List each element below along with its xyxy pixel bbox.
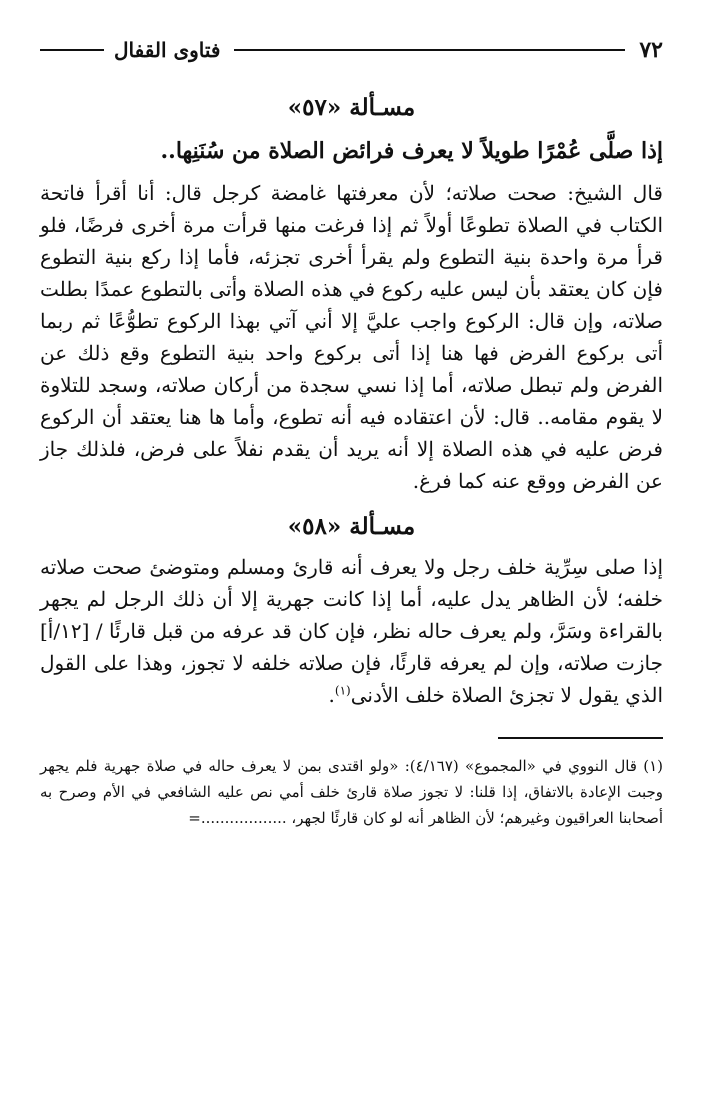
footnote-separator <box>40 711 663 739</box>
footnote-marker[interactable]: (١) <box>334 683 351 698</box>
book-title-group <box>40 38 220 62</box>
masala-57-heading: مسـألة «٥٧» <box>287 94 416 121</box>
masala-58-heading: مسـألة «٥٨» <box>287 513 416 541</box>
book-title: فتاوى القفال <box>114 38 221 62</box>
masala-58-answer-text: إذا صلى سِرِّية خلف رجل ولا يعرف أنه قارئ ومسلم ومتوضئ صحت صلاته خلفه؛ لأن الظاهر يدل عليه، أما إذا كانت جهرية إلا أن ذلك الرجل لم يجهر بالقراءة وسَرَّ، ولم يعرف حاله نظر، فإن كان قد عرفه من قبل قارئًا / [١٢/أ] جازت صلاته، وإن لم يعرفه قارئًا، فإن صلاته خلفه لا تجوز، وهذا على القول الذي يقول لا تجزئ الصلاة خلف الأدنى <box>40 555 663 708</box>
header-rule <box>234 49 625 51</box>
footnote-rule <box>498 737 663 739</box>
footnote-text: (١) قال النووي في «المجموع» (٤/١٦٧): «ولو اقتدى بمن لا يعرف حاله في صلاة جهرية فلم يجهر وجبت الإعادة بالاتفاق، إذا قلنا: لا تجوز صلاة قارئ خلف أمي نص عليه الشافعي في الأم وصرح به أصحابنا العراقيون وغيرهم؛ لأن الظاهر أنه لو كان قارئًا لجهر، ..................= <box>40 756 664 828</box>
masala-57-answer: قال الشيخ: صحت صلاته؛ لأن معرفتها غامضة كرجل قال: أنا أقرأ فاتحة الكتاب في الصلاة تطوعًا أولاً ثم إذا فرغت منها قرأت مرة أخرى فرضًا، فلو قرأ مرة واحدة بنية التطوع ولم يقرأ أخرى تجزئه، فأما إذا ركع بنية التطوع فإن كان يعتقد بأن ليس عليه ركوع في هذه الصلاة وأتى بالتطوع عمدًا بطلت صلاته، وإن قال: الركوع واجب عليَّ إلا أني آتي بهذا الركوع تطوُّعًا ثم ربما أتى بركوع الفرض فها هنا إذا أتى بركوع واحد بنية التطوع وقع ذلك عن الفرض ولم تبطل صلاته، أما إذا نسي سجدة من أركان صلاته، وسجد للتلاوة لا يقوم مقامه.. قال: لأن اعتقاده فيه أنه تطوع، وأما ها هنا يعتقد أن الركوع فرض عليه في هذه الصلاة إلا أنه يريد أن يقدم نفلاً على فرض، فلذلك جاز عن الفرض ووقع عنه كما فرغ. <box>40 181 663 494</box>
running-head <box>40 30 663 70</box>
book-page <box>40 30 663 1080</box>
masala-57-question: إذا صلَّى عُمْرًا طويلاً لا يعرف فرائض الصلاة من سُنَنِها.. <box>160 137 663 164</box>
masala-58-answer: إذا صلى سِرِّية خلف رجل ولا يعرف أنه قارئ ومسلم ومتوضئ صحت صلاته خلفه؛ لأن الظاهر يدل عليه، أما إذا كانت جهرية إلا أن ذلك الرجل لم يجهر بالقراءة وسَرَّ، ولم يعرف حاله نظر، فإن كان قد عرفه من قبل قارئًا / [١٢/أ] جازت صلاته، وإن لم يعرفه قارئًا، فإن صلاته خلفه لا تجوز، وهذا على القول الذي يقول لا تجزئ الصلاة خلف الأدنى$^{(١)}$. <box>40 555 663 708</box>
page-number: ٧٢ <box>639 37 663 63</box>
book-title-rule <box>40 49 104 51</box>
